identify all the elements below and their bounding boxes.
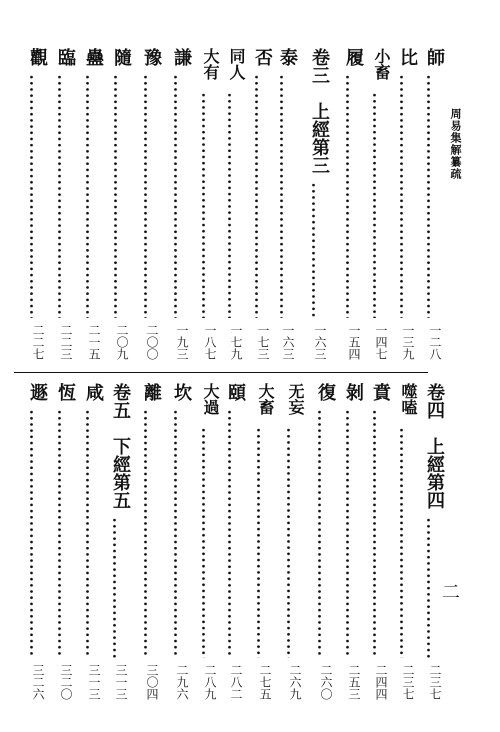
toc-entry bbox=[102, 48, 130, 360]
toc-entry bbox=[190, 383, 218, 700]
toc-entry-page-number: 一九三 bbox=[175, 324, 189, 360]
toc-entry-title: 咸 bbox=[83, 383, 104, 401]
toc-entry-title: 離 bbox=[141, 383, 162, 401]
toc-entry bbox=[101, 383, 129, 700]
toc-entry-title: 坎 bbox=[171, 383, 192, 401]
toc-entry-page-number: 一六三 bbox=[313, 324, 327, 360]
dot-leader bbox=[57, 74, 62, 318]
toc-entry-page-number: 二四四 bbox=[374, 664, 388, 700]
toc-entry-title: 謙 bbox=[171, 48, 192, 66]
toc-entry-title: 師 bbox=[424, 48, 445, 66]
toc-entry-title: 觀 bbox=[27, 48, 48, 66]
toc-entry-title: 泰 bbox=[277, 48, 298, 66]
section-divider bbox=[14, 372, 428, 373]
toc-entry-title: 蠱 bbox=[83, 48, 104, 66]
toc-entry-page-number: 三二〇 bbox=[59, 664, 73, 700]
toc-entry-title: 否 bbox=[252, 48, 273, 66]
toc-entry-page-number: 二〇〇 bbox=[145, 324, 159, 360]
toc-entry-title: 履 bbox=[343, 48, 364, 66]
toc-entry-page-number: 一六三 bbox=[281, 324, 295, 360]
toc-entry bbox=[334, 48, 362, 360]
toc-entry bbox=[216, 48, 244, 360]
toc-entry-title: 隨 bbox=[111, 48, 132, 66]
toc-entry-title: 小畜 bbox=[372, 48, 391, 80]
toc-entry-title: 大過 bbox=[201, 383, 220, 415]
toc-entry-title: 无妄 bbox=[286, 383, 305, 415]
toc-entry bbox=[46, 48, 74, 360]
toc-entry bbox=[415, 48, 443, 360]
dot-leader bbox=[57, 409, 62, 658]
toc-entry-page-number: 一七九 bbox=[229, 324, 243, 360]
toc-entry-page-number: 一五四 bbox=[347, 324, 361, 360]
dot-leader bbox=[29, 409, 34, 658]
toc-entry bbox=[132, 48, 160, 360]
toc-entry-page-number: 二〇九 bbox=[115, 324, 129, 360]
running-header: 周易集解纂疏 bbox=[449, 108, 462, 180]
toc-entry-page-number: 二七五 bbox=[258, 664, 272, 700]
toc-entry-title: 卷三 上經第三 bbox=[309, 48, 330, 174]
dot-leader bbox=[201, 92, 206, 318]
toc-entry-page-number: 二九六 bbox=[175, 664, 189, 700]
dot-leader bbox=[85, 409, 90, 658]
toc-entry-title: 卷五 下經第五 bbox=[110, 383, 131, 509]
toc-entry-title: 豫 bbox=[141, 48, 162, 66]
toc-entry-title: 遯 bbox=[27, 383, 48, 401]
toc-entry-title: 噬嗑 bbox=[399, 383, 418, 415]
toc-entry-title: 復 bbox=[315, 383, 336, 401]
dot-leader bbox=[317, 409, 322, 658]
dot-leader bbox=[29, 74, 34, 318]
toc-entry bbox=[388, 383, 416, 700]
dot-leader bbox=[254, 74, 259, 318]
dot-leader bbox=[201, 427, 206, 658]
toc-entry-page-number: 一四七 bbox=[374, 324, 388, 360]
toc-entry bbox=[18, 48, 46, 360]
toc-entry bbox=[18, 383, 46, 700]
toc-entry bbox=[268, 48, 296, 360]
toc-entry bbox=[74, 48, 102, 360]
toc-entry-title: 大畜 bbox=[256, 383, 275, 415]
toc-entry-page-number: 二六九 bbox=[288, 664, 302, 700]
toc-entry-page-number: 二五三 bbox=[347, 664, 361, 700]
dot-leader bbox=[345, 74, 350, 318]
toc-entry-page-number: 二八二 bbox=[229, 664, 243, 700]
toc-entry-page-number: 二二七 bbox=[31, 324, 45, 360]
toc-entry-page-number: 三一三 bbox=[87, 664, 101, 700]
toc-entry-page-number: 一七三 bbox=[256, 324, 270, 360]
toc-entry-title: 頤 bbox=[225, 383, 246, 401]
dot-leader bbox=[85, 74, 90, 318]
toc-entry-page-number: 三一三 bbox=[114, 664, 128, 700]
toc-entry bbox=[361, 383, 389, 700]
dot-leader bbox=[372, 92, 377, 318]
dot-leader bbox=[256, 427, 261, 658]
toc-entry bbox=[162, 48, 190, 360]
toc-entry-page-number: 二三七 bbox=[401, 664, 415, 700]
toc-entry-title: 恆 bbox=[55, 383, 76, 401]
dot-leader bbox=[173, 74, 178, 318]
toc-entry bbox=[245, 383, 273, 700]
dot-leader bbox=[372, 409, 377, 658]
toc-entry-page-number: 三〇四 bbox=[145, 664, 159, 700]
dot-leader bbox=[143, 74, 148, 318]
toc-entry bbox=[300, 48, 328, 360]
toc-entry-title: 臨 bbox=[55, 48, 76, 66]
toc-entry bbox=[216, 383, 244, 700]
dot-leader bbox=[426, 74, 431, 318]
dot-leader bbox=[426, 517, 431, 658]
toc-entry-page-number: 一三九 bbox=[401, 324, 415, 360]
toc-entry-page-number: 二一五 bbox=[87, 324, 101, 360]
toc-entry-title: 同人 bbox=[227, 48, 246, 80]
toc-entry bbox=[243, 48, 271, 360]
toc-entry-title: 剝 bbox=[343, 383, 364, 401]
toc-entry bbox=[361, 48, 389, 360]
toc-entry-page-number: 一八七 bbox=[203, 324, 217, 360]
toc-entry-title: 賁 bbox=[370, 383, 391, 401]
toc-entry bbox=[190, 48, 218, 360]
toc-entry-page-number: 二六〇 bbox=[319, 664, 333, 700]
toc-entry bbox=[415, 383, 443, 700]
toc-entry-page-number: 二二三 bbox=[59, 324, 73, 360]
toc-entry bbox=[132, 383, 160, 700]
dot-leader bbox=[345, 409, 350, 658]
toc-entry-page-number: 一二八 bbox=[428, 324, 442, 360]
dot-leader bbox=[227, 92, 232, 318]
dot-leader bbox=[286, 427, 291, 658]
dot-leader bbox=[279, 74, 284, 318]
toc-entry-title: 大有 bbox=[201, 48, 220, 80]
toc-entry bbox=[388, 48, 416, 360]
toc-entry bbox=[334, 383, 362, 700]
toc-entry bbox=[74, 383, 102, 700]
toc-entry bbox=[306, 383, 334, 700]
dot-leader bbox=[311, 182, 316, 318]
dot-leader bbox=[143, 409, 148, 658]
dot-leader bbox=[399, 427, 404, 658]
toc-entry-page-number: 二三七 bbox=[428, 664, 442, 700]
dot-leader bbox=[173, 409, 178, 658]
dot-leader bbox=[113, 74, 118, 318]
toc-entry bbox=[162, 383, 190, 700]
toc-entry bbox=[275, 383, 303, 700]
dot-leader bbox=[399, 74, 404, 318]
dot-leader bbox=[112, 517, 117, 658]
toc-entry bbox=[46, 383, 74, 700]
toc-entry-title: 卷四 上經第四 bbox=[424, 383, 445, 509]
dot-leader bbox=[227, 409, 232, 658]
toc-entry-title: 比 bbox=[397, 48, 418, 66]
page-number: 二 bbox=[442, 582, 460, 603]
toc-entry-page-number: 三二六 bbox=[31, 664, 45, 700]
toc-entry-page-number: 二八九 bbox=[203, 664, 217, 700]
